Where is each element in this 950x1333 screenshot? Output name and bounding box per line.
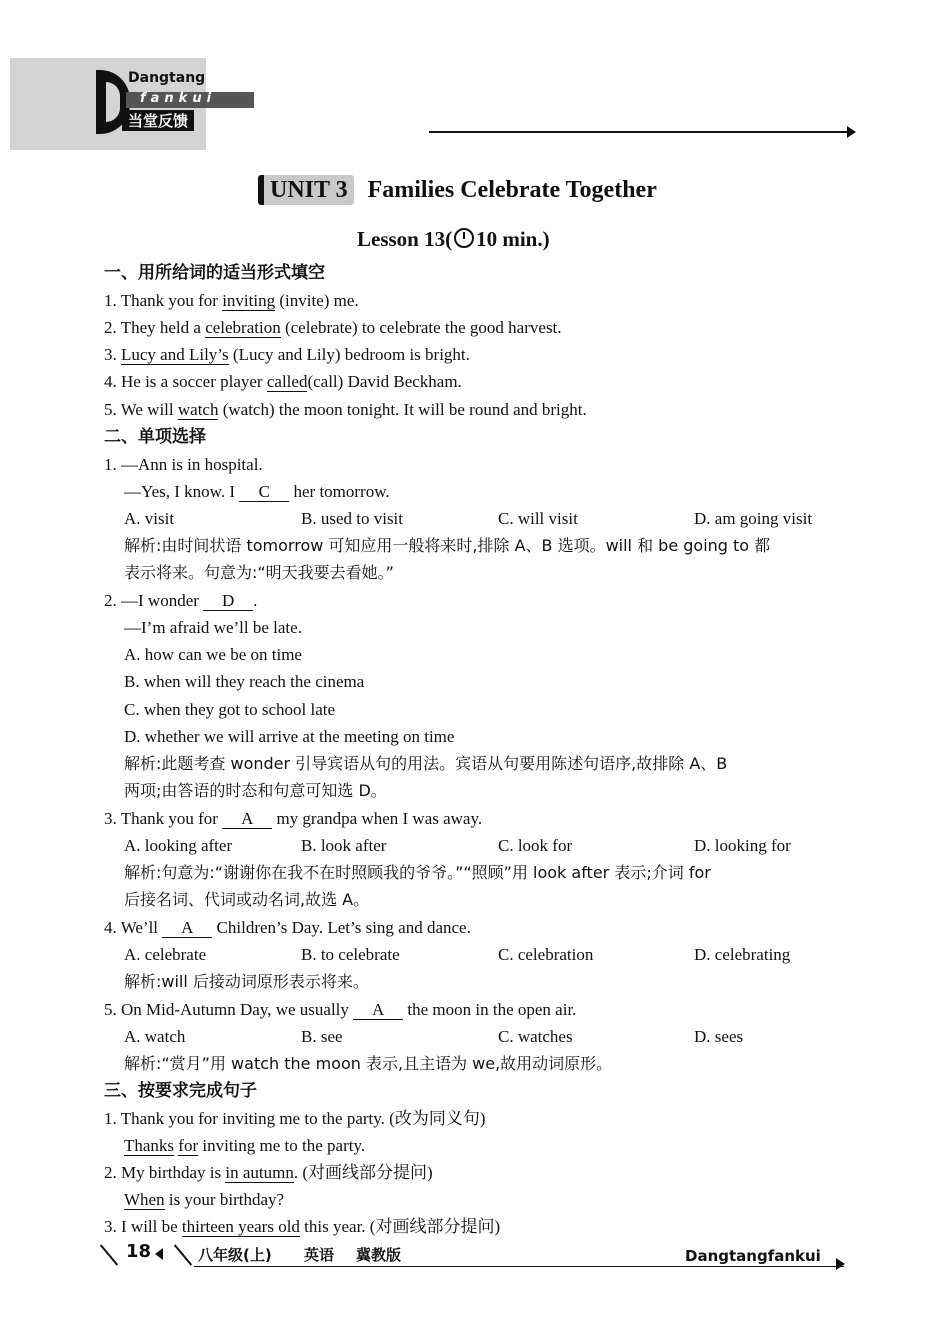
- logo-cn-text: 当堂反馈: [122, 110, 194, 131]
- s2-q4-explain-1: 解析:will 后接动词原形表示将来。: [124, 972, 369, 991]
- page-arrow-icon: [155, 1248, 163, 1260]
- s2-q1-line2: —Yes, I know. I C her tomorrow.: [124, 482, 390, 501]
- s3-q1-answer: Thanks for inviting me to the party.: [124, 1136, 366, 1155]
- footer-slash-left: [100, 1244, 118, 1265]
- s2-q1-opt-c: C. will visit: [498, 509, 578, 528]
- answer: celebration: [205, 318, 281, 337]
- s2-q5-opt-b: B. see: [301, 1027, 343, 1046]
- s2-q3-line: 3. Thank you for A my grandpa when I was away.: [104, 809, 483, 828]
- unit-name: Families Celebrate Together: [367, 177, 657, 203]
- s2-q2-opt-d: D. whether we will arrive at the meeting on time: [124, 727, 455, 746]
- s2-q3-opt-c: C. look for: [498, 836, 573, 855]
- footer-grade: 八年级(上): [198, 1246, 272, 1264]
- underlined-part: in autumn: [225, 1163, 294, 1182]
- s2-q2-opt-c: C. when they got to school late: [124, 700, 336, 719]
- answer: A: [222, 810, 272, 829]
- s2-q1-line1: 1. —Ann is in hospital.: [104, 455, 263, 474]
- s2-q5-opt-a: A. watch: [124, 1027, 186, 1046]
- s3-q3-line: 3. I will be thirteen years old this year. (对画线部分提问): [104, 1217, 501, 1236]
- s2-q1-opt-a: A. visit: [124, 509, 175, 528]
- section-2-title: 二、单项选择: [104, 427, 206, 447]
- page-number: 18: [126, 1241, 152, 1262]
- footer-rule: [194, 1266, 844, 1267]
- s2-q4-line: 4. We’ll A Children’s Day. Let’s sing and dance.: [104, 918, 471, 937]
- answer: called: [266, 372, 308, 391]
- s2-q1-opt-d: D. am going visit: [694, 509, 813, 528]
- answer: Thanks: [124, 1136, 175, 1155]
- s2-q1-opt-b: B. used to visit: [301, 509, 404, 528]
- header-logo: [10, 58, 217, 150]
- answer: Lucy and Lily’s: [121, 345, 229, 364]
- footer-brand: Dangtangfankui: [685, 1247, 821, 1265]
- answer: for: [178, 1136, 199, 1155]
- answer: inviting: [222, 291, 276, 310]
- s1-q1: 1. Thank you for inviting (invite) me.: [104, 291, 359, 310]
- s2-q3-opt-a: A. looking after: [124, 836, 233, 855]
- s3-q1-line: 1. Thank you for inviting me to the party. (改为同义句): [104, 1109, 486, 1128]
- unit-title: [258, 175, 657, 205]
- section-1-title: 一、用所给词的适当形式填空: [104, 263, 325, 283]
- answer: watch: [177, 400, 219, 419]
- s1-q3: 3. Lucy and Lily’s (Lucy and Lily) bedroom is bright.: [104, 345, 470, 364]
- unit-badge: UNIT 3: [258, 175, 354, 205]
- s2-q2-line2: —I’m afraid we’ll be late.: [124, 618, 302, 637]
- answer: C: [239, 483, 289, 502]
- answer: D: [203, 592, 253, 611]
- s2-q3-opt-b: B. look after: [301, 836, 387, 855]
- footer: [104, 1238, 854, 1272]
- s1-q2: 2. They held a celebration (celebrate) to celebrate the good harvest.: [104, 318, 562, 337]
- clock-icon: [454, 228, 474, 248]
- s1-q4: 4. He is a soccer player called(call) David Beckham.: [104, 372, 462, 391]
- answer: When: [124, 1190, 165, 1209]
- s2-q4-opt-c: C. celebration: [498, 945, 594, 964]
- section-3-title: 三、按要求完成句子: [104, 1081, 257, 1101]
- s2-q4-opt-b: B. to celebrate: [301, 945, 400, 964]
- footer-subject: 英语: [304, 1246, 335, 1264]
- s2-q2-explain-1: 解析:此题考查 wonder 引导宾语从句的用法。宾语从句要用陈述句语序,故排除 A、B: [124, 754, 728, 773]
- s1-q5: 5. We will watch (watch) the moon tonight. It will be round and bright.: [104, 400, 587, 419]
- s2-q1-explain-1: 解析:由时间状语 tomorrow 可知应用一般将来时,排除 A、B 选项。will 和 be going to 都: [124, 536, 771, 555]
- s2-q2-explain-2: 两项;由答语的时态和句意可知选 D。: [124, 781, 387, 800]
- s2-q5-opt-d: D. sees: [694, 1027, 744, 1046]
- s2-q1-explain-2: 表示将来。句意为:“明天我要去看她。”: [124, 563, 394, 582]
- header-arrow-line: [429, 131, 849, 133]
- s2-q5-opt-c: C. watches: [498, 1027, 573, 1046]
- s2-q2-opt-b: B. when will they reach the cinema: [124, 672, 365, 691]
- s2-q5-line: 5. On Mid-Autumn Day, we usually A the moon in the open air.: [104, 1000, 577, 1019]
- answer: A: [353, 1001, 403, 1020]
- footer-edition: 冀教版: [356, 1246, 402, 1264]
- footer-slash-mid: [174, 1244, 192, 1265]
- s2-q4-opt-a: A. celebrate: [124, 945, 207, 964]
- s2-q5-explain-1: 解析:“赏月”用 watch the moon 表示,且主语为 we,故用动词原形。: [124, 1054, 613, 1073]
- s2-q3-explain-2: 后接名词、代词或动名词,故选 A。: [124, 890, 370, 909]
- logo-top-text: Dangtang: [128, 70, 206, 86]
- s2-q2-line1: 2. —I wonder D .: [104, 591, 258, 610]
- answer: A: [162, 919, 212, 938]
- lesson-title: [357, 227, 550, 252]
- lesson-time: 10 min.: [476, 227, 543, 251]
- s2-q4-opt-d: D. celebrating: [694, 945, 791, 964]
- s3-q2-line: 2. My birthday is in autumn. (对画线部分提问): [104, 1163, 433, 1182]
- s2-q3-explain-1: 解析:句意为:“谢谢你在我不在时照顾我的爷爷。”“照顾”用 look after 表示;介词 for: [124, 863, 711, 882]
- s2-q2-opt-a: A. how can we be on time: [124, 645, 302, 664]
- s3-q2-answer: When is your birthday?: [124, 1190, 285, 1209]
- header-arrow-head: [847, 126, 856, 138]
- lesson-suffix: ): [542, 227, 550, 251]
- footer-arrow-icon: [836, 1258, 845, 1270]
- underlined-part: thirteen years old: [181, 1217, 300, 1236]
- logo-mid-text: fankui: [140, 91, 217, 106]
- s2-q3-opt-d: D. looking for: [694, 836, 791, 855]
- lesson-prefix: Lesson 13(: [357, 227, 453, 251]
